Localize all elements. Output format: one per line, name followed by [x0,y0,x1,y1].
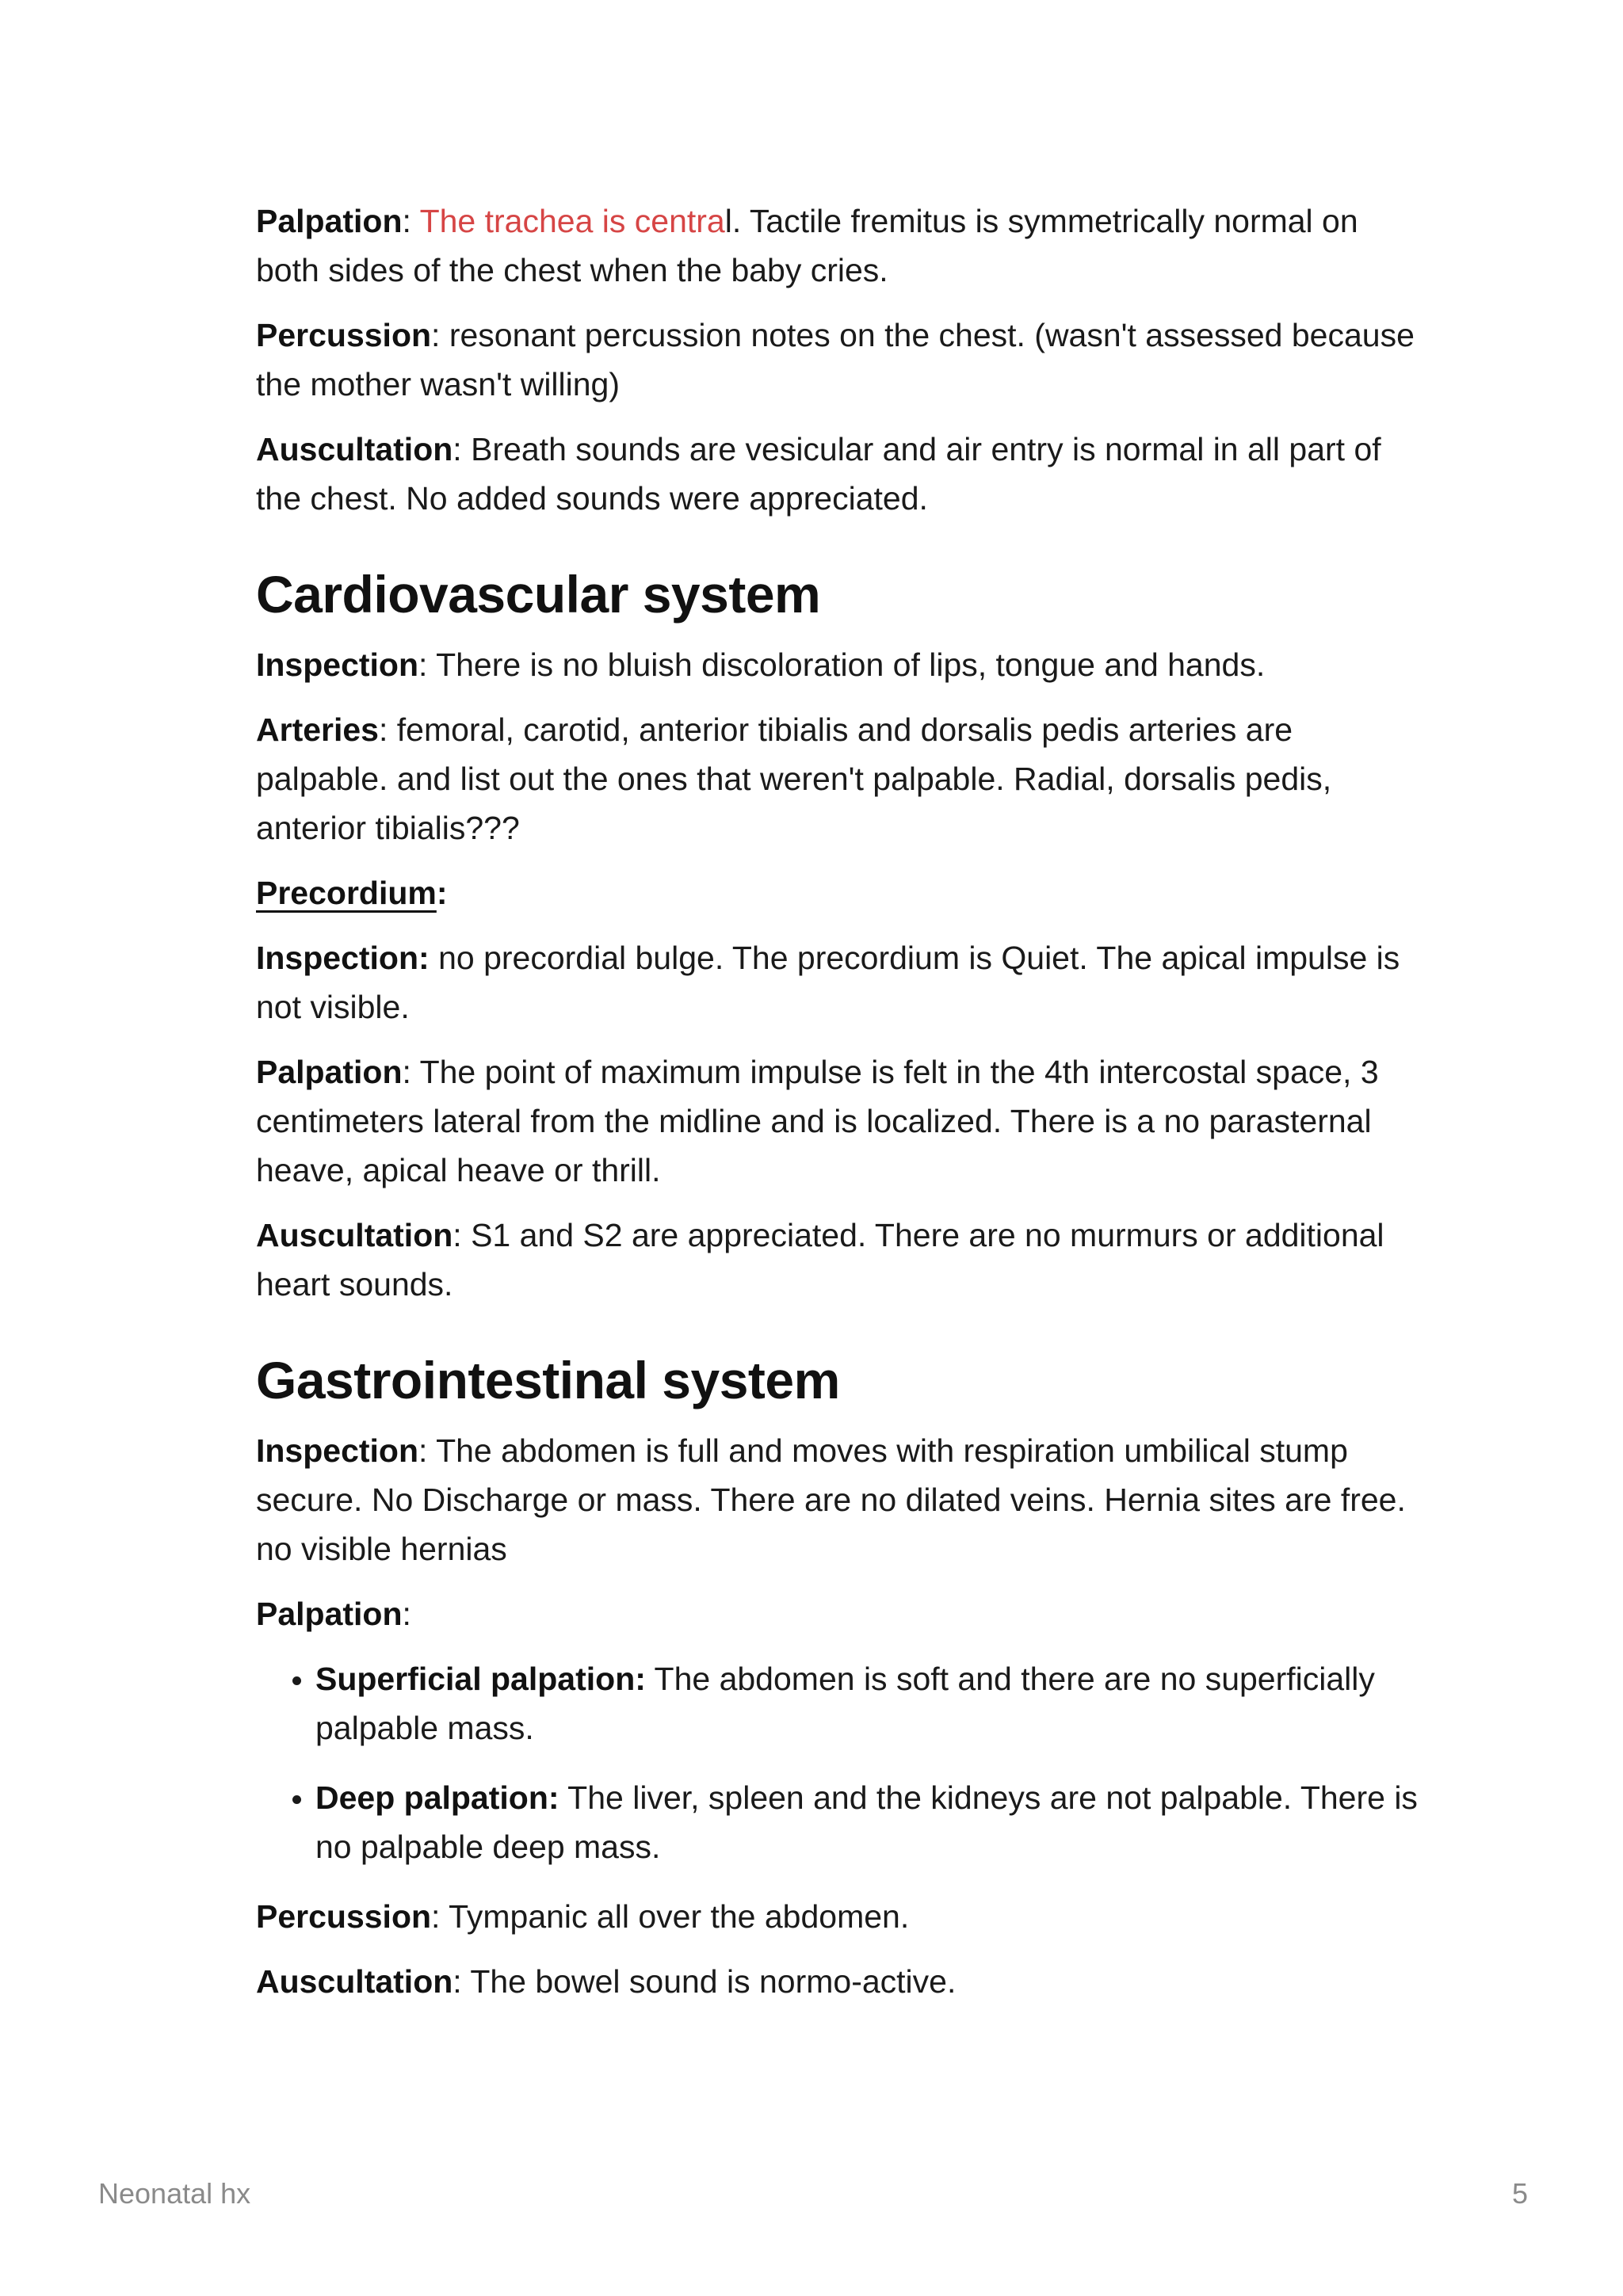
precordium-palpation-paragraph [256,1047,1429,1195]
list-item [315,1773,1429,1871]
highlighted-text: The trachea is centra [419,203,725,239]
palpation-label: Palpation [256,203,403,239]
inspection-text: no precordial bulge. The precordium is Quiet. The apical impulse is not visible. [256,940,1400,1025]
auscultation-text: : Breath sounds are vesicular and air entry is normal in all part of the chest. No added sounds were appreciated. [256,431,1381,517]
auscultation-text: : The bowel sound is normo-active. [453,1963,957,2000]
percussion-label: Percussion [256,317,432,353]
percussion-text: : Tympanic all over the abdomen. [431,1898,910,1935]
gi-inspection-paragraph [256,1426,1429,1573]
bullet-text: The abdomen is soft and there are no superficially palpable mass. [315,1661,1375,1746]
footer-document-title: Neonatal hx [98,2177,251,2210]
percussion-text: : resonant percussion notes on the chest. (wasn't assessed because the mother wasn't willing) [256,317,1415,402]
precordium-label: Precordium [256,875,437,911]
gi-auscultation-paragraph [256,1957,1429,2006]
gastrointestinal-heading: Gastrointestinal system [256,1351,840,1409]
palpation-list [256,1654,1429,1871]
inspection-label: Inspection: [256,940,430,976]
precordium-subheading [256,868,1429,917]
bullet-label: Superficial palpation: [315,1661,646,1697]
auscultation-label: Auscultation [256,431,453,467]
precordium-colon: : [436,875,448,911]
palpation-colon: : [402,1596,411,1632]
list-item [315,1654,1429,1753]
precordium-auscultation-paragraph [256,1211,1429,1309]
bullet-text: The liver, spleen and the kidneys are not palpable. There is no palpable deep mass. [315,1779,1418,1865]
cardio-inspection-paragraph [256,640,1429,689]
percussion-label: Percussion [256,1898,432,1935]
respiratory-percussion-paragraph [256,311,1429,409]
inspection-label: Inspection [256,1432,419,1469]
respiratory-auscultation-paragraph [256,425,1429,523]
inspection-text: : The abdomen is full and moves with respiration umbilical stump secure. No Discharge or mass. There are no dilated veins. Hernia sites are free. no visible hernias [256,1432,1406,1567]
bullet-label: Deep palpation: [315,1779,559,1816]
palpation-label: Palpation [256,1596,403,1632]
gi-palpation-subheading [256,1589,1429,1638]
auscultation-text: : S1 and S2 are appreciated. There are no murmurs or additional heart sounds. [256,1217,1384,1302]
inspection-label: Inspection [256,646,419,683]
arteries-label: Arteries [256,711,379,748]
respiratory-palpation-paragraph [256,196,1429,295]
separator: : [402,203,420,239]
palpation-text: l. Tactile fremitus is symmetrically normal on both sides of the chest when the baby cries. [256,203,1358,288]
gi-percussion-paragraph [256,1892,1429,1941]
auscultation-label: Auscultation [256,1963,453,2000]
cardiovascular-heading: Cardiovascular system [256,565,821,624]
arteries-text: : femoral, carotid, anterior tibialis and dorsalis pedis arteries are palpable. and list out the ones that weren't palpable. Radial, dorsalis pedis, anterior tibialis??? [256,711,1332,846]
palpation-text: : The point of maximum impulse is felt in the 4th intercostal space, 3 centimeters lateral from the midline and is localized. There is a no parasternal heave, apical heave or thrill. [256,1054,1379,1188]
cardio-arteries-paragraph [256,705,1429,852]
footer-page-number: 5 [1511,2177,1528,2210]
precordium-inspection-paragraph [256,933,1429,1032]
palpation-label: Palpation [256,1054,403,1090]
document-body [256,196,1429,2022]
inspection-text: : There is no bluish discoloration of lips, tongue and hands. [418,646,1266,683]
auscultation-label: Auscultation [256,1217,453,1253]
